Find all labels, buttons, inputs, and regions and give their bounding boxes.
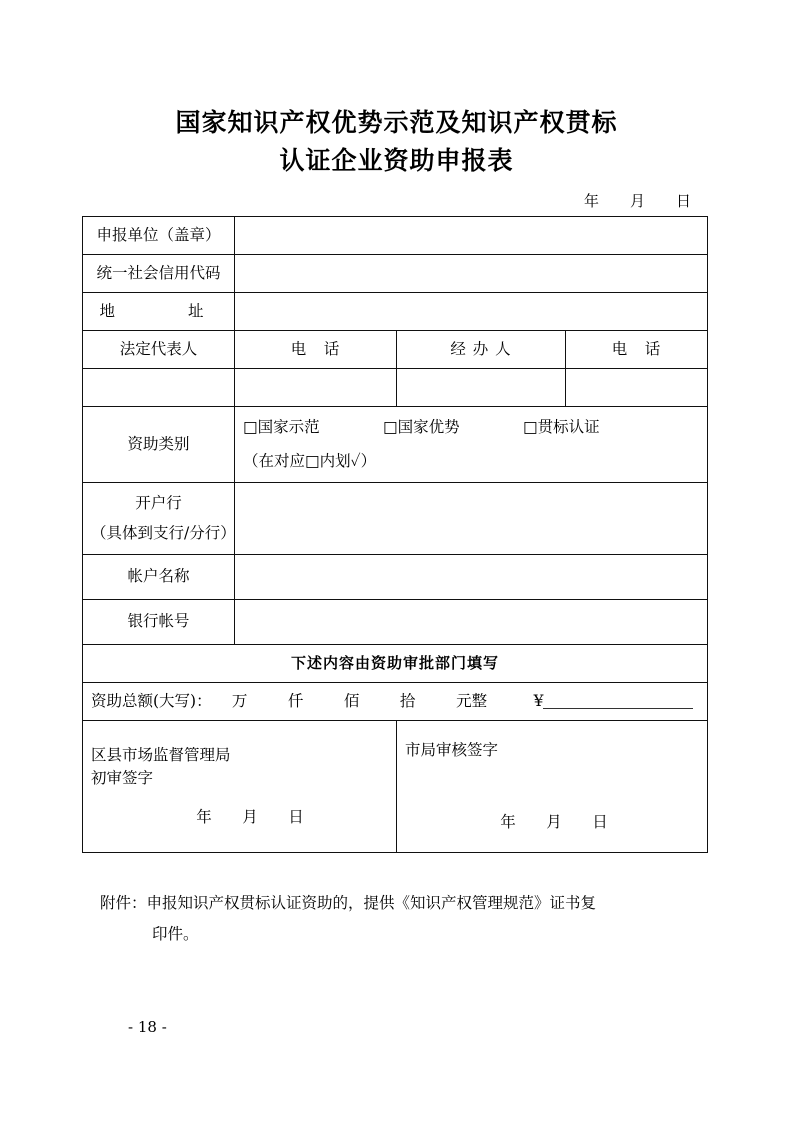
currency-symbol: ¥ [533,691,544,710]
bank-label-stack [91,485,236,552]
table-row-address [83,293,708,331]
city-office-line-1: 市局审核签字 [405,741,499,760]
handler-label: 经 办 人 [397,331,566,369]
legal-rep-phone-field[interactable] [235,369,397,407]
unit-yuanzheng: 元整 [456,691,488,710]
handler-phone-field[interactable] [566,369,708,407]
total-amount-label: 资助总额(大写)： [91,691,212,710]
bank-account-field[interactable] [235,600,708,645]
bank-label-line-1: 开户行 [135,494,182,513]
currency-group [534,690,694,713]
table-row-signatures [83,721,708,853]
district-sign-year: 年 [196,808,212,827]
date-month-label: 月 [629,192,646,210]
handler-phone-label: 电 话 [566,331,708,369]
table-row-total-amount [83,683,708,721]
form-date-line [0,190,707,211]
district-office-line-1: 区县市场监督管理局 [91,745,231,764]
district-sign-month: 月 [242,808,258,827]
table-row-account-name [83,555,708,600]
city-sign-month: 月 [546,812,562,831]
footnote-line-1: 附件：申报知识产权贯标认证资助的，提供《知识产权管理规范》证书复 [100,894,597,912]
bank-label-line-2: （具体到支行/分行） [91,523,236,542]
footnote-line-2: 印件。 [152,925,199,943]
date-year-label: 年 [583,192,600,210]
footnote [100,888,720,950]
unit-bai: 佰 [343,691,360,710]
checkbox-national-demonstration[interactable]: □国家示范 [243,417,320,436]
page-title [0,104,793,180]
city-sign-year: 年 [500,812,516,831]
subsidy-option-row [243,416,699,439]
title-line-2: 认证企业资助申报表 [279,146,514,175]
legal-rep-field[interactable] [83,369,235,407]
bank-label [83,483,235,555]
account-name-label: 帐户名称 [83,555,235,600]
district-office-line-2: 初审签字 [91,768,154,787]
table-row-bank-account [83,600,708,645]
application-form-table [82,216,708,853]
unit-wan: 万 [231,691,248,710]
date-day-label: 日 [675,192,692,210]
legal-rep-label: 法定代表人 [83,331,235,369]
approval-notice-text: 下述内容由资助审批部门填写 [83,645,708,683]
subsidy-type-options [235,407,708,483]
checkbox-national-advantage[interactable]: □国家优势 [383,417,460,436]
city-office-date-line [405,811,699,834]
handler-field[interactable] [397,369,566,407]
account-name-field[interactable] [235,555,708,600]
city-office-signature-cell[interactable] [397,721,708,853]
table-row-bank [83,483,708,555]
title-line-1: 国家知识产权优势示范及知识产权贯标 [175,108,618,137]
unit-shi: 拾 [399,691,416,710]
total-amount-field[interactable] [543,708,693,709]
unit-qian: 仟 [287,691,304,710]
applicant-unit-label: 申报单位（盖章） [83,217,235,255]
table-row-approval-notice [83,645,708,683]
district-office-signature-cell[interactable] [83,721,397,853]
legal-rep-phone-label: 电 话 [235,331,397,369]
table-row-contacts-values [83,369,708,407]
bank-field[interactable] [235,483,708,555]
address-label: 地 址 [83,293,235,331]
subsidy-type-label: 资助类别 [83,407,235,483]
page-number: - 18 - [128,1018,167,1036]
table-row-applicant-unit [83,217,708,255]
city-sign-day: 日 [592,812,608,831]
checkbox-guanbiao-certification[interactable]: □贯标认证 [523,417,600,436]
credit-code-label: 统一社会信用代码 [83,255,235,293]
subsidy-hint-text: （在对应□内划✓） [243,452,377,470]
address-field[interactable] [235,293,708,331]
table-row-subsidy-type [83,407,708,483]
bank-account-label: 银行帐号 [83,600,235,645]
total-amount-row [83,683,708,721]
applicant-unit-field[interactable] [235,217,708,255]
credit-code-field[interactable] [235,255,708,293]
district-sign-day: 日 [288,808,304,827]
district-office-date-line [91,806,388,829]
table-row-credit-code [83,255,708,293]
table-row-contacts-header [83,331,708,369]
